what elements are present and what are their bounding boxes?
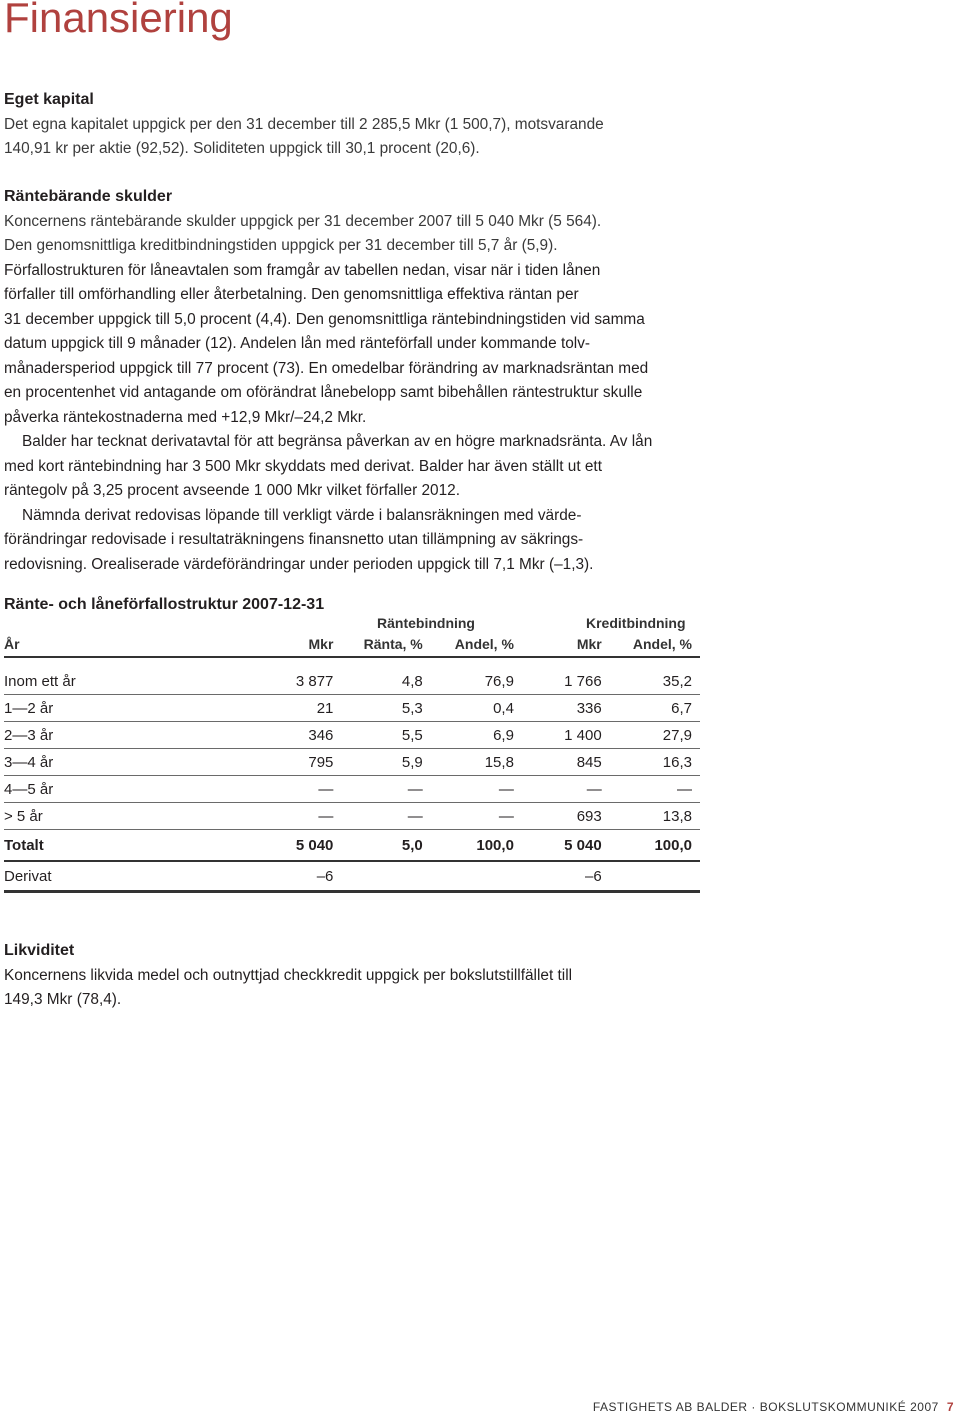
cell	[431, 861, 522, 892]
body-line: Koncernens likvida medel och outnyttjad checkkredit uppgick per bokslutstillfället till	[4, 966, 573, 984]
group-header-rantebindning: Räntebindning	[377, 615, 475, 631]
table-header-row	[4, 632, 700, 657]
section-likviditet	[4, 939, 724, 1013]
cell: 100,0	[610, 830, 700, 862]
section-heading: Eget kapital	[4, 91, 94, 108]
body-line: 140,91 kr per aktie (92,52). Soliditeten uppgick till 30,1 procent (20,6).	[4, 140, 480, 157]
table-row	[4, 776, 700, 803]
cell: 5,3	[341, 695, 430, 722]
cell: –6	[217, 861, 341, 892]
spacer-row	[4, 657, 700, 668]
col-header-andel: Andel, %	[431, 632, 522, 657]
body-line: Balder har tecknat derivatavtal för att begränsa påverkan av en högre marknadsränta. Av lån	[22, 433, 653, 450]
group-header-kreditbindning: Kreditbindning	[586, 615, 686, 631]
table-total-row	[4, 830, 700, 862]
cell: 4,8	[341, 668, 430, 695]
table-row	[4, 722, 700, 749]
cell: 845	[522, 749, 610, 776]
cell: 346	[217, 722, 341, 749]
cell	[341, 861, 430, 892]
cell: 15,8	[431, 749, 522, 776]
section-eget-kapital	[4, 88, 724, 162]
cell: 100,0	[431, 830, 522, 862]
cell: 1—2 år	[4, 695, 217, 722]
cell: Derivat	[4, 861, 217, 892]
col-header-kredit-andel: Andel, %	[610, 632, 700, 657]
cell: 795	[217, 749, 341, 776]
section-heading: Räntebärande skulder	[4, 188, 173, 205]
body-line: förfaller till omförhandling eller återbetalning. Den genomsnittliga effektiva räntan per	[4, 286, 579, 303]
cell: —	[431, 803, 522, 830]
page-footer	[593, 1400, 954, 1414]
cell: 1 766	[522, 668, 610, 695]
body-line: Den genomsnittliga kreditbindningstiden uppgick per 31 december till 5,7 år (5,9).	[4, 237, 558, 254]
footer-text: FASTIGHETS AB BALDER · BOKSLUTSKOMMUNIKÉ 2007	[592, 1400, 939, 1414]
cell: 336	[522, 695, 610, 722]
body-line: Det egna kapitalet uppgick per den 31 december till 2 285,5 Mkr (1 500,7), motsvarande	[4, 115, 604, 133]
table-row	[4, 803, 700, 830]
body-line: påverka räntekostnaderna med +12,9 Mkr/–24,2 Mkr.	[4, 408, 367, 426]
table-title: Ränte- och låneförfallostruktur 2007-12-31	[4, 596, 325, 613]
cell: 13,8	[610, 803, 700, 830]
table-row	[4, 695, 700, 722]
col-header-kredit-mkr: Mkr	[522, 632, 610, 657]
table-derivat-row	[4, 861, 700, 892]
cell: 21	[217, 695, 341, 722]
cell: —	[431, 776, 522, 803]
body-line: Nämnda derivat redovisas löpande till verkligt värde i balansräkningen med värde-	[22, 506, 582, 524]
body-line: förändringar redovisade i resultaträkningens finansnetto utan tillämpning av säkrings-	[4, 531, 584, 548]
cell: 27,9	[610, 722, 700, 749]
cell: 3 877	[217, 668, 341, 695]
cell: 5,9	[341, 749, 430, 776]
cell: 1 400	[522, 722, 610, 749]
maturity-table	[4, 632, 700, 893]
section-rantebarande-skulder	[4, 185, 724, 577]
cell: 5 040	[522, 830, 610, 862]
cell: 35,2	[610, 668, 700, 695]
cell: —	[341, 803, 430, 830]
table-row	[4, 668, 700, 695]
table-row	[4, 749, 700, 776]
cell: Inom ett år	[4, 668, 217, 695]
body-line: 149,3 Mkr (78,4).	[4, 991, 122, 1008]
cell: —	[522, 776, 610, 803]
cell: –6	[522, 861, 610, 892]
cell	[610, 861, 700, 892]
body-line: 31 december uppgick till 5,0 procent (4,4). Den genomsnittliga räntebindningstiden vid samma	[4, 310, 645, 328]
cell: —	[217, 776, 341, 803]
body-line: räntegolv på 3,25 procent avseende 1 000 Mkr vilket förfaller 2012.	[4, 482, 461, 499]
cell: 0,4	[431, 695, 522, 722]
page-title: Finansiering	[4, 0, 233, 41]
cell: Totalt	[4, 830, 217, 862]
body-line: månadersperiod uppgick till 77 procent (73). En omedelbar förändring av marknadsräntan med	[4, 359, 649, 377]
cell: —	[217, 803, 341, 830]
body-line: datum uppgick till 9 månader (12). Andelen lån med ränteförfall under kommande tolv-	[4, 335, 591, 352]
section-heading: Likviditet	[4, 942, 75, 959]
col-header-ar: År	[4, 632, 217, 657]
cell: 5 040	[217, 830, 341, 862]
body-line: med kort räntebindning har 3 500 Mkr skyddats med derivat. Balder har även ställt ut ett	[4, 457, 602, 475]
col-header-mkr: Mkr	[217, 632, 341, 657]
col-header-ranta: Ränta, %	[341, 632, 430, 657]
cell: 76,9	[431, 668, 522, 695]
page-number: 7	[946, 1400, 954, 1414]
cell: 3—4 år	[4, 749, 217, 776]
cell: 2—3 år	[4, 722, 217, 749]
cell: —	[610, 776, 700, 803]
body-line: Koncernens räntebärande skulder uppgick per 31 december 2007 till 5 040 Mkr (5 564).	[4, 212, 602, 230]
cell: 6,7	[610, 695, 700, 722]
cell: 4—5 år	[4, 776, 217, 803]
cell: 693	[522, 803, 610, 830]
cell: 5,0	[341, 830, 430, 862]
cell: 6,9	[431, 722, 522, 749]
body-line: Förfallostrukturen för låneavtalen som framgår av tabellen nedan, visar när i tiden lånen	[4, 261, 601, 279]
cell: 16,3	[610, 749, 700, 776]
cell: > 5 år	[4, 803, 217, 830]
cell: —	[341, 776, 430, 803]
body-line: en procentenhet vid antagande om oförändrat lånebelopp samt bibehållen räntestruktur skulle	[4, 384, 643, 401]
body-line: redovisning. Orealiserade värdeförändringar under perioden uppgick till 7,1 Mkr (–1,3).	[4, 555, 594, 573]
cell: 5,5	[341, 722, 430, 749]
